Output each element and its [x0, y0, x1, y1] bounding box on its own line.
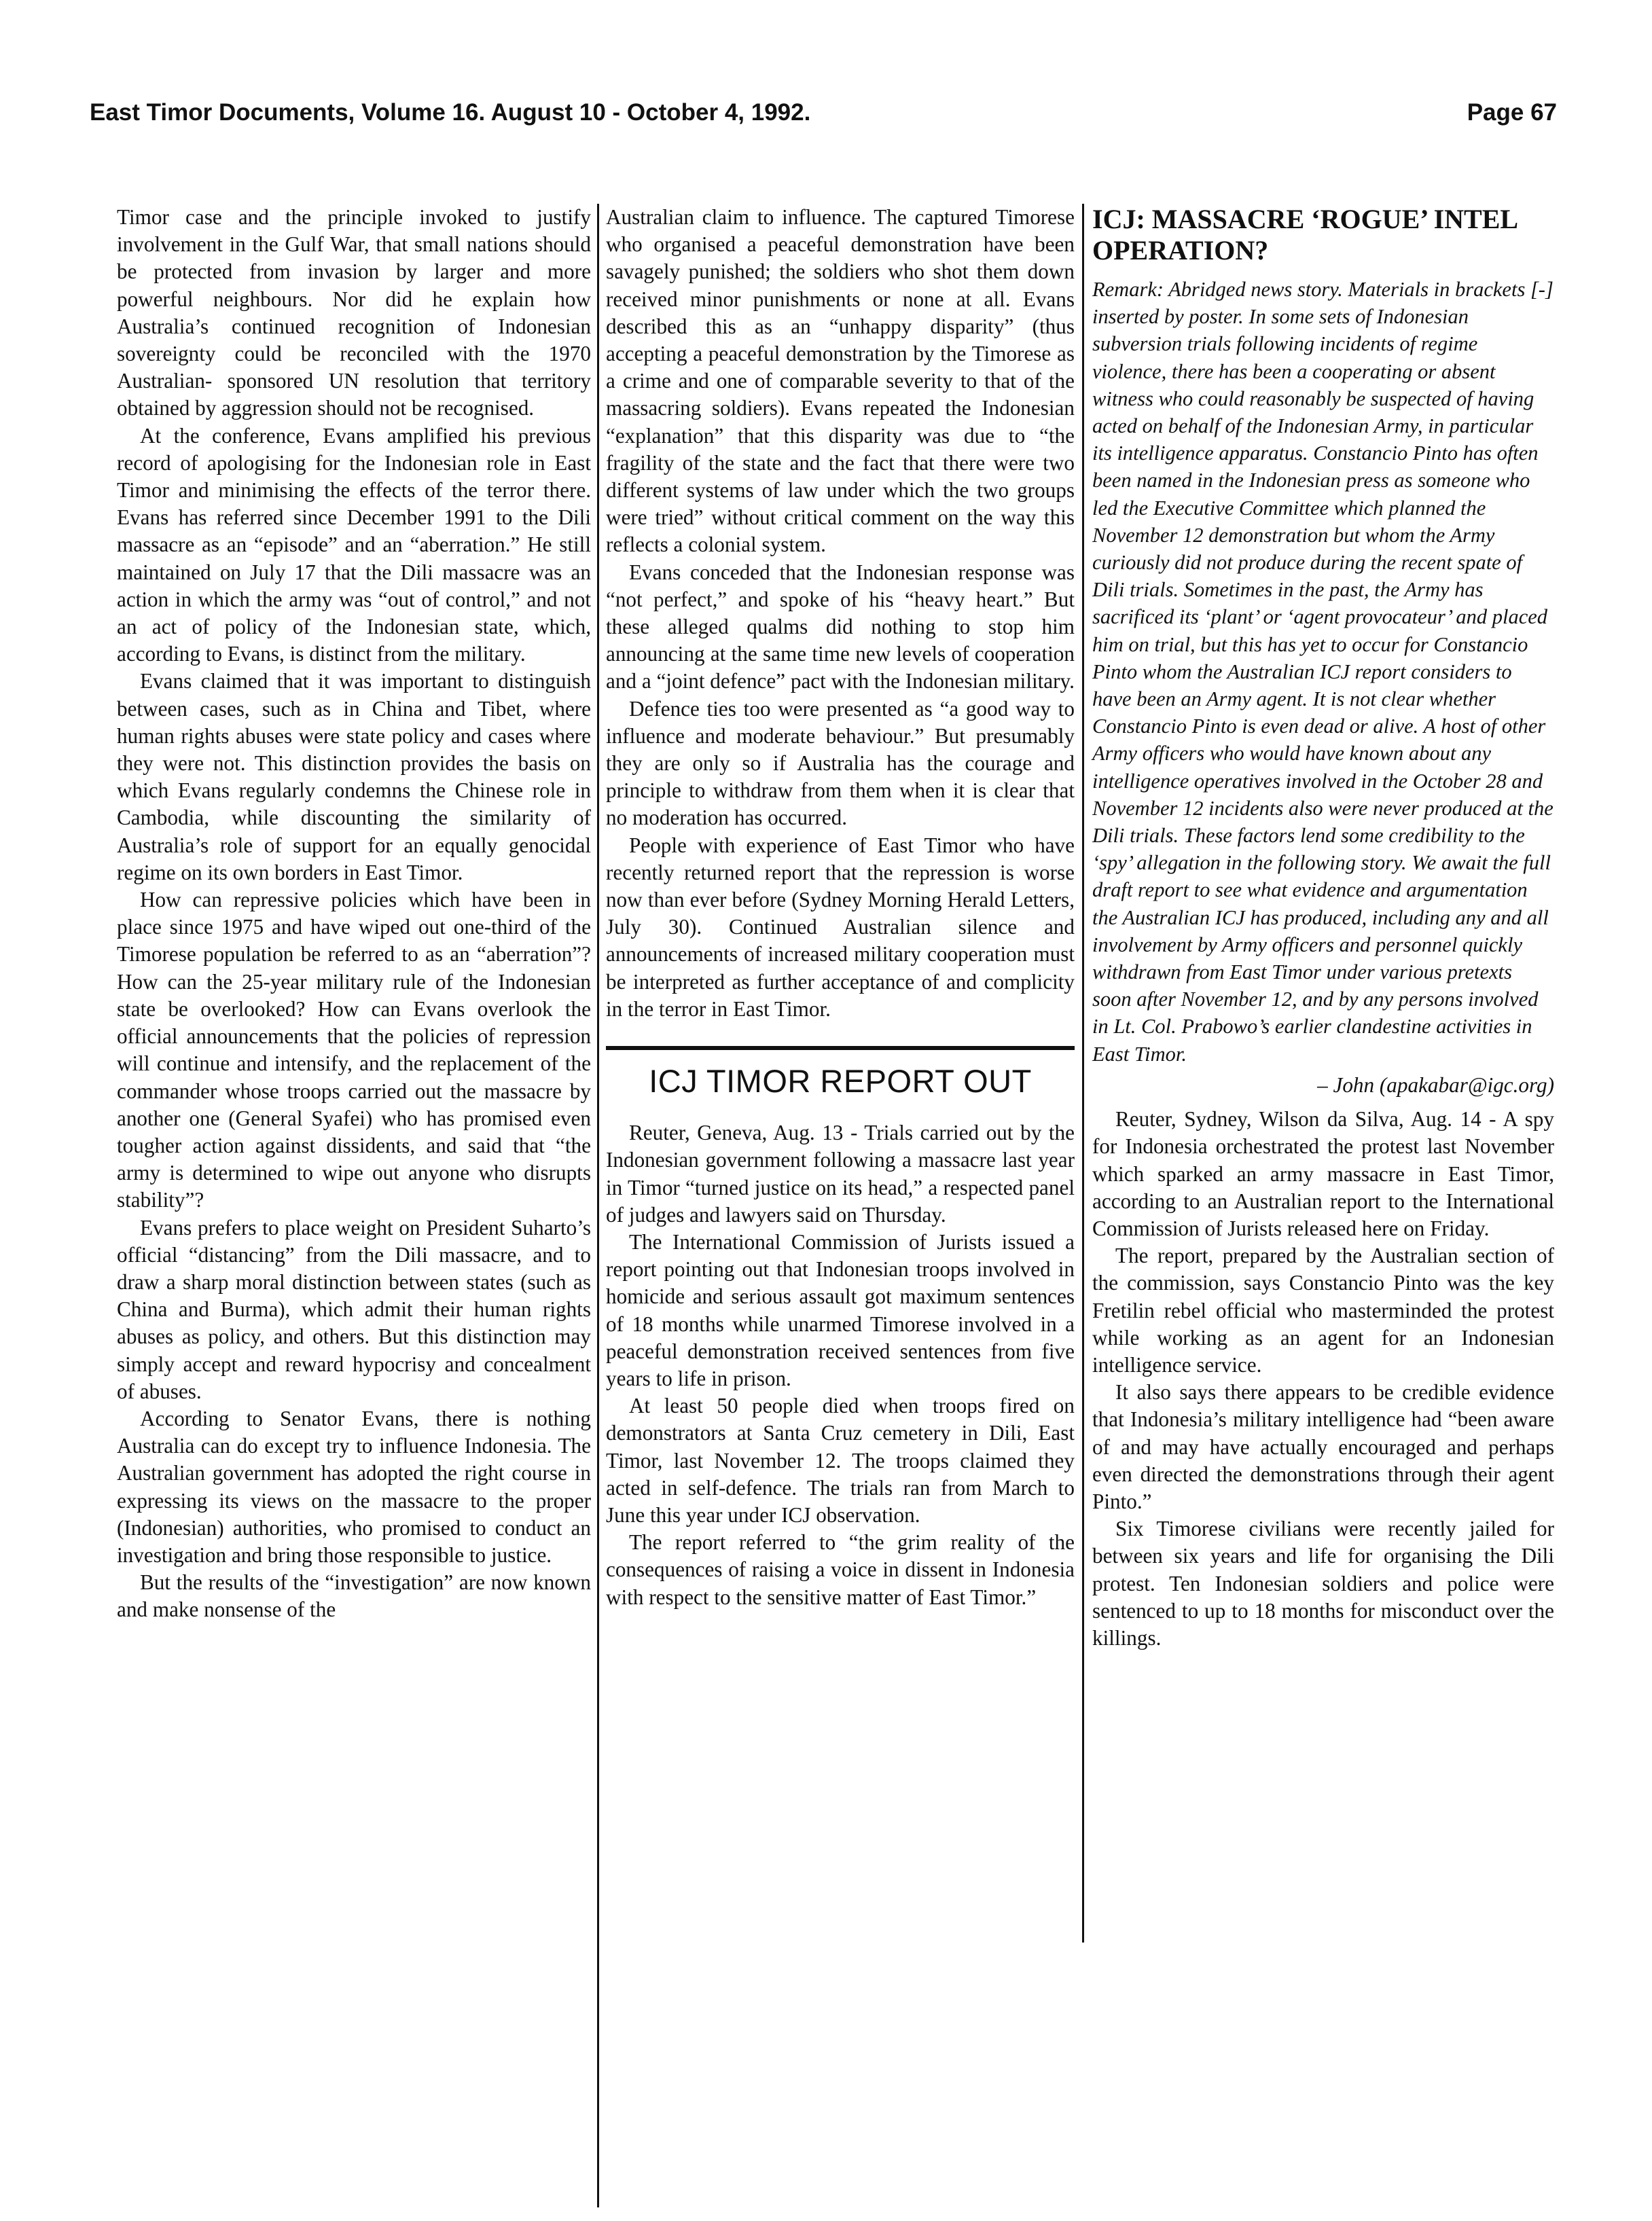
paragraph: How can repressive policies which have been in place since 1975 and have wiped out one-third of the Timorese population be referred to as an “aberration”? How can the 25-year military rule of the Indonesian state be overlooked? How can Evans overlook the official announcements that the policies of repression will continue and intensify, and the replacement of the commander whose troops carried out the massacre by another one (General Syafei) who has promised even tougher action against dissidents, and said that “the army is determined to wipe out anyone who disrupts stability”? — [117, 888, 591, 1212]
paragraph: Australian claim to influence. The captured Timorese who organised a peaceful demonstration have been savagely punished; the soldiers who shot them down received minor punishments or none at all. Evans described this as an “unhappy disparity” (thus accepting a peaceful demonstration by the Timorese as a crime and one of comparable severity to that of the massacring soldiers). Evans repeated the Indonesian “explanation” that this disparity was due to “the fragility of the state and the fact that there were two different systems of law under which the two groups were tried” without critical comment on the way this reflects a colonial system. — [606, 205, 1075, 557]
paragraph: Six Timorese civilians were recently jailed for between six years and life for organising the Dili protest. Ten Indonesian soldiers and police were sentenced to up to 18 months for misconduct over the killings. — [1092, 1517, 1554, 1650]
paragraph: Defence ties too were presented as “a good way to influence and moderate behaviour.” But presumably they are only so if Australia has the courage and principle to withdraw from them when it is clear that no moderation has occurred. — [606, 696, 1075, 830]
column-right — [1092, 204, 1554, 1652]
paragraph: The report, prepared by the Australian section of the commission, says Constancio Pinto was the key Fretilin rebel official who masterminded the protest while working as an agent for an Indonesian intelligence service. — [1092, 1244, 1554, 1377]
editor-remark: Remark: Abridged news story. Materials in brackets [-] inserted by poster. In some sets of Indonesian subversion trials following incidents of regime violence, there has been a cooperating or absent witness who could reasonably be suspected of having acted on behalf of the Indonesian Army, in particular its intelligence apparatus. Constancio Pinto has often been named in the Indonesian press as someone who led the Executive Committee which planned the November 12 demonstration but whom the Army curiously did not produce during the recent spate of Dili trials. Sometimes in the past, the Army has sacrificed its ‘plant’ or ‘agent provocateur’ and placed him on trial, but this has yet to occur for Constancio Pinto whom the Australian ICJ report considers to have been an Army agent. It is not clear whether Constancio Pinto is even dead or alive. A host of other Army officers who would have known about any intelligence operatives involved in the October 28 and November 12 incidents also were never produced at the Dili trials. These factors lend some credibility to the ‘spy’ allegation in the following story. We await the full draft report to see what evidence and argumentation the Australian ICJ has produced, including any and all involvement by Army officers and personnel quickly withdrawn from East Timor under various pretexts soon after November 12, and by any persons involved in Lt. Col. Prabowo’s earlier clandestine activities in East Timor. — [1092, 278, 1554, 1066]
paragraph: People with experience of East Timor who have recently returned report that the repression is worse now than ever before (Sydney Morning Herald Letters, July 30). Continued Australian silence and announcements of increased military cooperation must be interpreted as further acceptance of and complicity in the terror in East Timor. — [606, 833, 1075, 1021]
remark-signoff: – John (apakabar@igc.org) — [1317, 1072, 1554, 1097]
article-heading: ICJ: MASSACRE ‘ROGUE’ INTEL OPERATION? — [1092, 204, 1517, 266]
paragraph: Reuter, Sydney, Wilson da Silva, Aug. 14 - A spy for Indonesia orchestrated the protest last November which sparked an army massacre in East Timor, according to an Australian report to the International Commission of Jurists released here on Friday. — [1092, 1107, 1554, 1240]
paragraph: But the results of the “investigation” are now known and make nonsense of the — [117, 1570, 591, 1622]
paragraph: At the conference, Evans amplified his previous record of apologising for the Indonesian role in East Timor and minimising the effects of the terror there. Evans has referred since December 1991 to the Dili massacre as an “episode” and an “aberration.” He still maintained on July 17 that the Dili massacre was an action in which the army was “out of control,” and not an act of policy of the Indonesian state, which, according to Evans, is distinct from the military. — [117, 423, 591, 666]
section-rule — [606, 1046, 1075, 1050]
column-middle — [606, 204, 1075, 1611]
running-header — [90, 99, 1557, 140]
column-divider — [597, 204, 599, 2207]
paragraph: It also says there appears to be credible evidence that Indonesia’s military intelligence had “been aware of and may have actually encouraged and perhaps even directed the demonstrations through their agent Pinto.” — [1092, 1380, 1554, 1513]
paragraph: Timor case and the principle invoked to justify involvement in the Gulf War, that small nations should be protected from invasion by larger and more powerful neighbours. Nor did he explain how Australia’s continued recognition of Indonesian sovereignty could be reconciled with the 1970 Australian- sponsored UN resolution that territory obtained by aggression should not be recognised. — [117, 205, 591, 420]
paragraph: Reuter, Geneva, Aug. 13 - Trials carried out by the Indonesian government following a massacre last year in Timor “turned justice on its head,” a respected panel of judges and lawyers said on Thursday. — [606, 1121, 1075, 1227]
paragraph: The International Commission of Jurists issued a report pointing out that Indonesian troops involved in homicide and serious assault got maximum sentences of 18 months while unarmed Timorese involved in a peaceful demonstration received sentences from five years to life in prison. — [606, 1229, 1075, 1390]
paragraph: Evans conceded that the Indonesian response was “not perfect,” and spoke of his “heavy heart.” But these alleged qualms did nothing to stop him announcing at the same time new levels of cooperation and a “joint defence” pact with the Indonesian military. — [606, 560, 1075, 693]
publication-title: East Timor Documents, Volume 16. August 10 - October 4, 1992. — [90, 99, 811, 126]
paragraph: The report referred to “the grim reality of the consequences of raising a voice in dissent in Indonesia with respect to the sensitive matter of East Timor.” — [606, 1530, 1075, 1609]
paragraph: Evans prefers to place weight on President Suharto’s official “distancing” from the Dili massacre, and to draw a sharp moral distinction between states (such as China and Burma), which admit their human rights abuses as policy, and others. But this distinction may simply accept and reward hypocrisy and concealment of abuses. — [117, 1215, 591, 1403]
section-heading: ICJ TIMOR REPORT OUT — [649, 1063, 1032, 1100]
column-divider — [1082, 204, 1084, 1943]
paragraph: Evans claimed that it was important to distinguish between cases, such as in China and Tibet, where human rights abuses were state policy and cases where they were not. This distinction provides the basis on which Evans regularly condemns the Chinese role in Cambodia, while discounting the similarity of Australia’s role of support for an equally genocidal regime on its own borders in East Timor. — [117, 669, 591, 884]
paragraph: According to Senator Evans, there is nothing Australia can do except try to influence Indonesia. The Australian government has adopted the right course in expressing its views on the massacre to the proper (Indonesian) authorities, who promised to conduct an investigation and bring those responsible to justice. — [117, 1406, 591, 1567]
column-left — [117, 204, 591, 1624]
page-number: Page 67 — [1467, 99, 1557, 126]
paragraph: At least 50 people died when troops fired on demonstrators at Santa Cruz cemetery in Dili, East Timor, last November 12. The troops claimed they acted in self-defence. The trials ran from March to June this year under ICJ observation. — [606, 1394, 1075, 1527]
